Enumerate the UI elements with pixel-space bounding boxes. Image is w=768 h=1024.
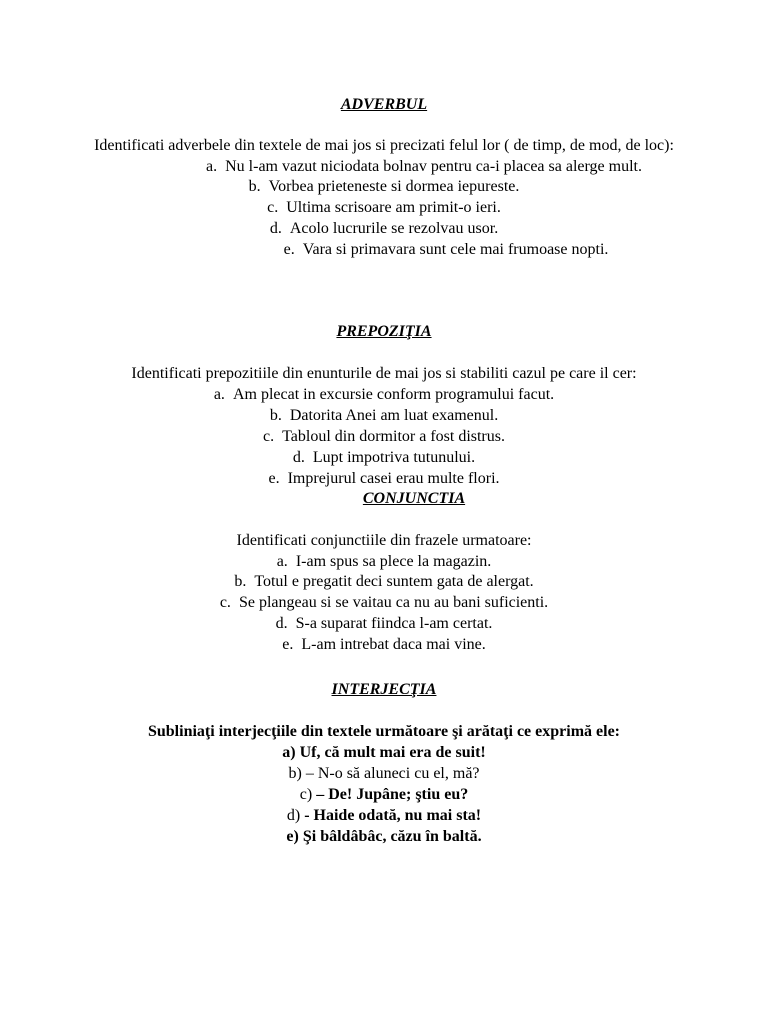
list-item — [0, 593, 768, 613]
list-marker: a. — [206, 158, 218, 175]
list-item-text: – N-o să aluneci cu el, mă? — [305, 765, 480, 782]
list-item-text: Imprejurul casei erau multe flori. — [287, 470, 500, 487]
list-item — [40, 157, 768, 177]
list-marker: c. — [267, 199, 279, 216]
list-item-text: Vara si primavara sunt cele mai frumoase nopti. — [302, 241, 609, 258]
list-item — [0, 198, 768, 218]
list-item — [0, 785, 768, 805]
list-marker: c) — [299, 786, 313, 803]
list-item-text: Tabloul din dormitor a fost distrus. — [282, 428, 505, 445]
list-item-text: Şi bâldâbâc, căzu în baltă. — [302, 828, 482, 845]
list-item — [0, 827, 768, 847]
list-item-text: Totul e pregatit deci suntem gata de alergat. — [254, 573, 534, 590]
list-item-text: Ultima scrisoare am primit-o ieri. — [286, 199, 501, 216]
list-marker: e) — [286, 828, 299, 845]
list-marker: e. — [283, 241, 295, 258]
list-marker: d) — [286, 807, 301, 824]
list-item-text: Uf, că mult mai era de suit! — [299, 744, 486, 761]
list-marker: b. — [234, 573, 247, 590]
list-marker: d. — [275, 615, 288, 632]
list-item — [0, 635, 768, 655]
list-marker: b. — [269, 407, 282, 424]
list-marker: c. — [263, 428, 275, 445]
list-item — [0, 806, 768, 826]
list-marker: e. — [282, 636, 294, 653]
list-marker: a) — [282, 744, 296, 761]
list-item — [0, 406, 768, 426]
list-item-text: Datorita Anei am luat examenul. — [289, 407, 499, 424]
list-item-text: Lupt impotriva tutunului. — [312, 449, 476, 466]
section-title-adverbul: ADVERBUL — [340, 96, 428, 113]
list-item-text: Vorbea prieteneste si dormea iepureste. — [268, 178, 520, 195]
list-item-text: - Haide odată, nu mai sta! — [304, 807, 482, 824]
list-item-text: I-am spus sa plece la magazin. — [295, 553, 492, 570]
list-item — [0, 219, 768, 239]
instruction-prepozitia: Identificati prepozitiile din enunturile de mai jos si stabiliti cazul pe care il cer: — [131, 365, 637, 382]
list-item — [0, 177, 768, 197]
instruction-adverbul: Identificati adverbele din textele de mai jos si precizati felul lor ( de timp, de mod, de loc): — [94, 137, 674, 154]
section-title-interjectia: INTERJECŢIA — [331, 681, 437, 698]
list-marker: e. — [268, 470, 280, 487]
list-item-text: Acolo lucrurile se rezolvau usor. — [289, 220, 499, 237]
list-item — [0, 614, 768, 634]
list-item-text: Se plangeau si se vaitau ca nu au bani suficienti. — [238, 594, 549, 611]
list-item — [0, 385, 768, 405]
list-marker: d. — [269, 220, 282, 237]
list-item — [0, 764, 768, 784]
list-item-text: S-a suparat fiindca l-am certat. — [295, 615, 493, 632]
instruction-interjectia: Subliniaţi interjecţiile din textele următoare şi arătaţi ce exprimă ele: — [147, 723, 621, 740]
list-item — [0, 469, 768, 489]
list-item — [0, 552, 768, 572]
list-item-text: – De! Jupâne; ştiu eu? — [316, 786, 469, 803]
list-item — [0, 427, 768, 447]
list-item-text: Nu l-am vazut niciodata bolnav pentru ca-i placea sa alerge mult. — [225, 158, 642, 175]
list-item — [0, 572, 768, 592]
list-marker: d. — [292, 449, 305, 466]
section-title-prepozitia: PREPOZIŢIA — [336, 323, 432, 340]
list-marker: b) — [288, 765, 302, 782]
list-item-text: Am plecat in excursie conform programului facut. — [232, 386, 555, 403]
list-marker: a. — [213, 386, 225, 403]
section-title-conjunctia: CONJUNCTIA — [362, 490, 466, 507]
list-item-text: L-am intrebat daca mai vine. — [301, 636, 486, 653]
list-marker: c. — [219, 594, 231, 611]
list-marker: a. — [276, 553, 288, 570]
list-item — [0, 448, 768, 468]
list-marker: b. — [248, 178, 261, 195]
instruction-conjunctia: Identificati conjunctiile din frazele urmatoare: — [236, 532, 532, 549]
list-item — [0, 743, 768, 763]
list-item — [62, 240, 768, 260]
